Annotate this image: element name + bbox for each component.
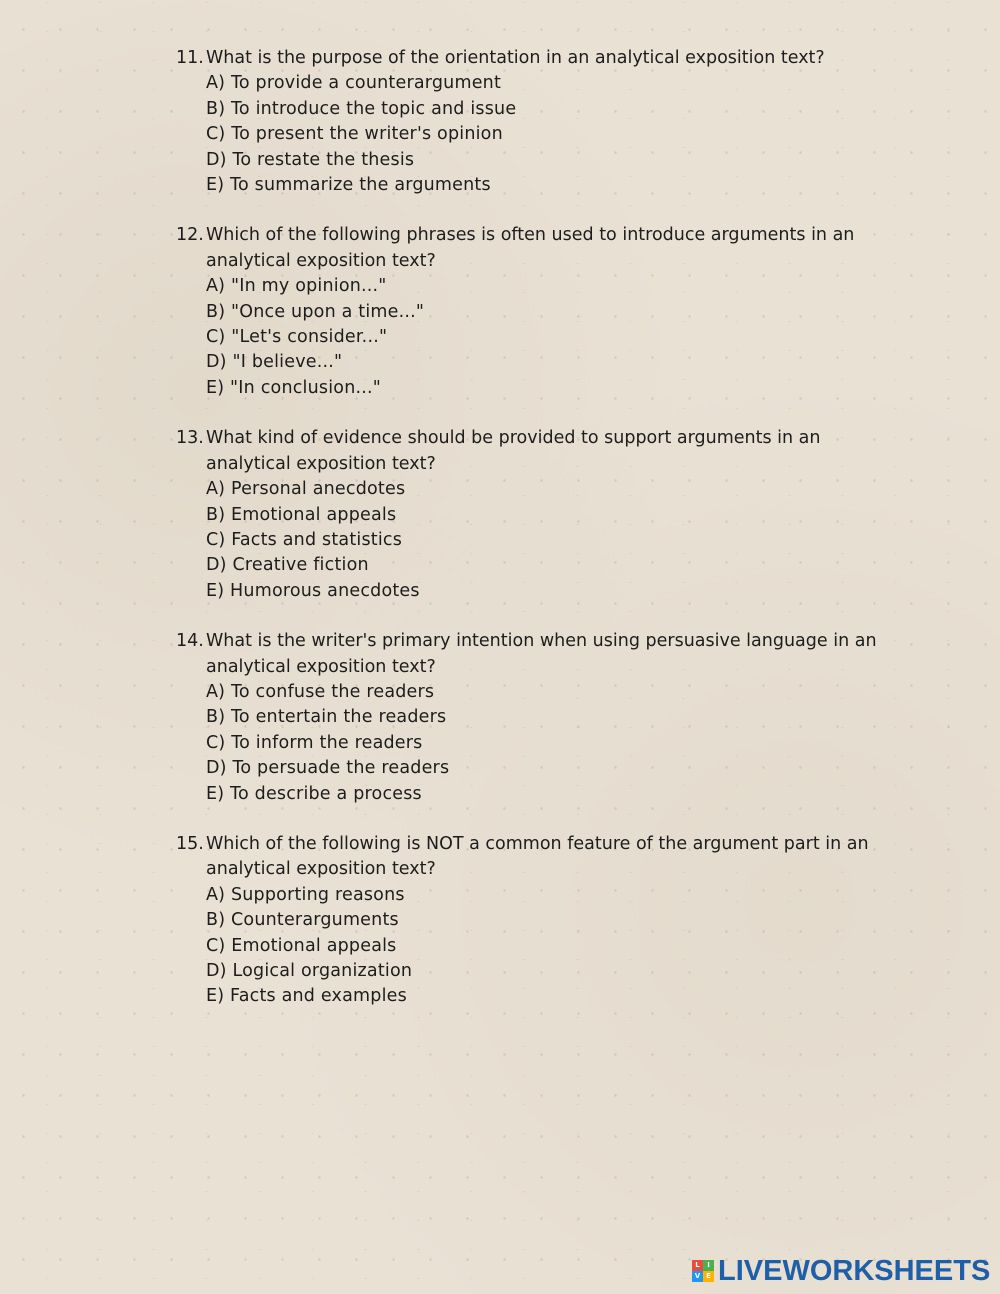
option-d: D) To persuade the readers (206, 758, 450, 779)
option-b: B) Emotional appeals (206, 504, 397, 525)
question-number: 14. (176, 631, 204, 652)
option-c: C) "Let's consider..." (206, 327, 388, 348)
option-b: B) To entertain the readers (206, 707, 447, 728)
worksheet-content (176, 46, 896, 1035)
option-e: E) Facts and examples (206, 986, 407, 1007)
option-a: A) To confuse the readers (206, 681, 435, 702)
question-number: 15. (176, 833, 204, 854)
answer-options (206, 883, 896, 1010)
logo-mark-letter: E (703, 1271, 714, 1282)
answer-options (206, 477, 896, 604)
option-b: B) Counterarguments (206, 910, 399, 931)
question-text: Which of the following phrases is often used to introduce arguments in an analytical exposition text? (206, 225, 855, 271)
question-12 (176, 223, 896, 401)
question-text: What is the purpose of the orientation in an analytical exposition text? (206, 48, 825, 68)
question-14 (176, 629, 896, 807)
option-b: B) "Once upon a time..." (206, 301, 425, 322)
logo-mark-icon (692, 1260, 714, 1282)
option-d: D) "I believe..." (206, 352, 343, 373)
option-e: E) To summarize the arguments (206, 175, 491, 196)
question-number: 11. (176, 48, 204, 68)
question-number: 12. (176, 225, 204, 246)
option-c: C) Facts and statistics (206, 529, 403, 550)
option-a: A) To provide a counterargument (206, 73, 502, 94)
answer-options (206, 71, 896, 198)
option-e: E) Humorous anecdotes (206, 580, 420, 601)
question-text: What is the writer's primary intention when using persuasive language in an analytical exposition text? (206, 631, 877, 677)
option-a: A) Personal anecdotes (206, 479, 406, 500)
option-c: C) Emotional appeals (206, 935, 397, 956)
option-a: A) "In my opinion..." (206, 276, 387, 297)
option-b: B) To introduce the topic and issue (206, 98, 517, 119)
option-e: E) "In conclusion..." (206, 377, 382, 398)
logo-text: LIVEWORKSHEETS (718, 1255, 991, 1287)
question-13 (176, 426, 896, 604)
option-a: A) Supporting reasons (206, 884, 405, 905)
question-15 (176, 832, 896, 1010)
answer-options (206, 680, 896, 807)
option-d: D) To restate the thesis (206, 149, 415, 170)
answer-options (206, 274, 896, 401)
question-text: Which of the following is NOT a common feature of the argument part in an analytical exposition text? (206, 833, 869, 880)
logo-mark-letter: L (692, 1260, 703, 1271)
liveworksheets-logo (692, 1256, 990, 1286)
option-e: E) To describe a process (206, 783, 422, 804)
option-d: D) Creative fiction (206, 555, 369, 576)
option-c: C) To present the writer's opinion (206, 124, 503, 145)
logo-mark-letter: I (703, 1260, 714, 1271)
option-c: C) To inform the readers (206, 732, 423, 753)
logo-mark-letter: V (692, 1271, 703, 1282)
option-d: D) Logical organization (206, 961, 413, 981)
question-11 (176, 46, 896, 198)
question-number: 13. (176, 428, 204, 449)
question-text: What kind of evidence should be provided to support arguments in an analytical exposition text? (206, 428, 821, 474)
